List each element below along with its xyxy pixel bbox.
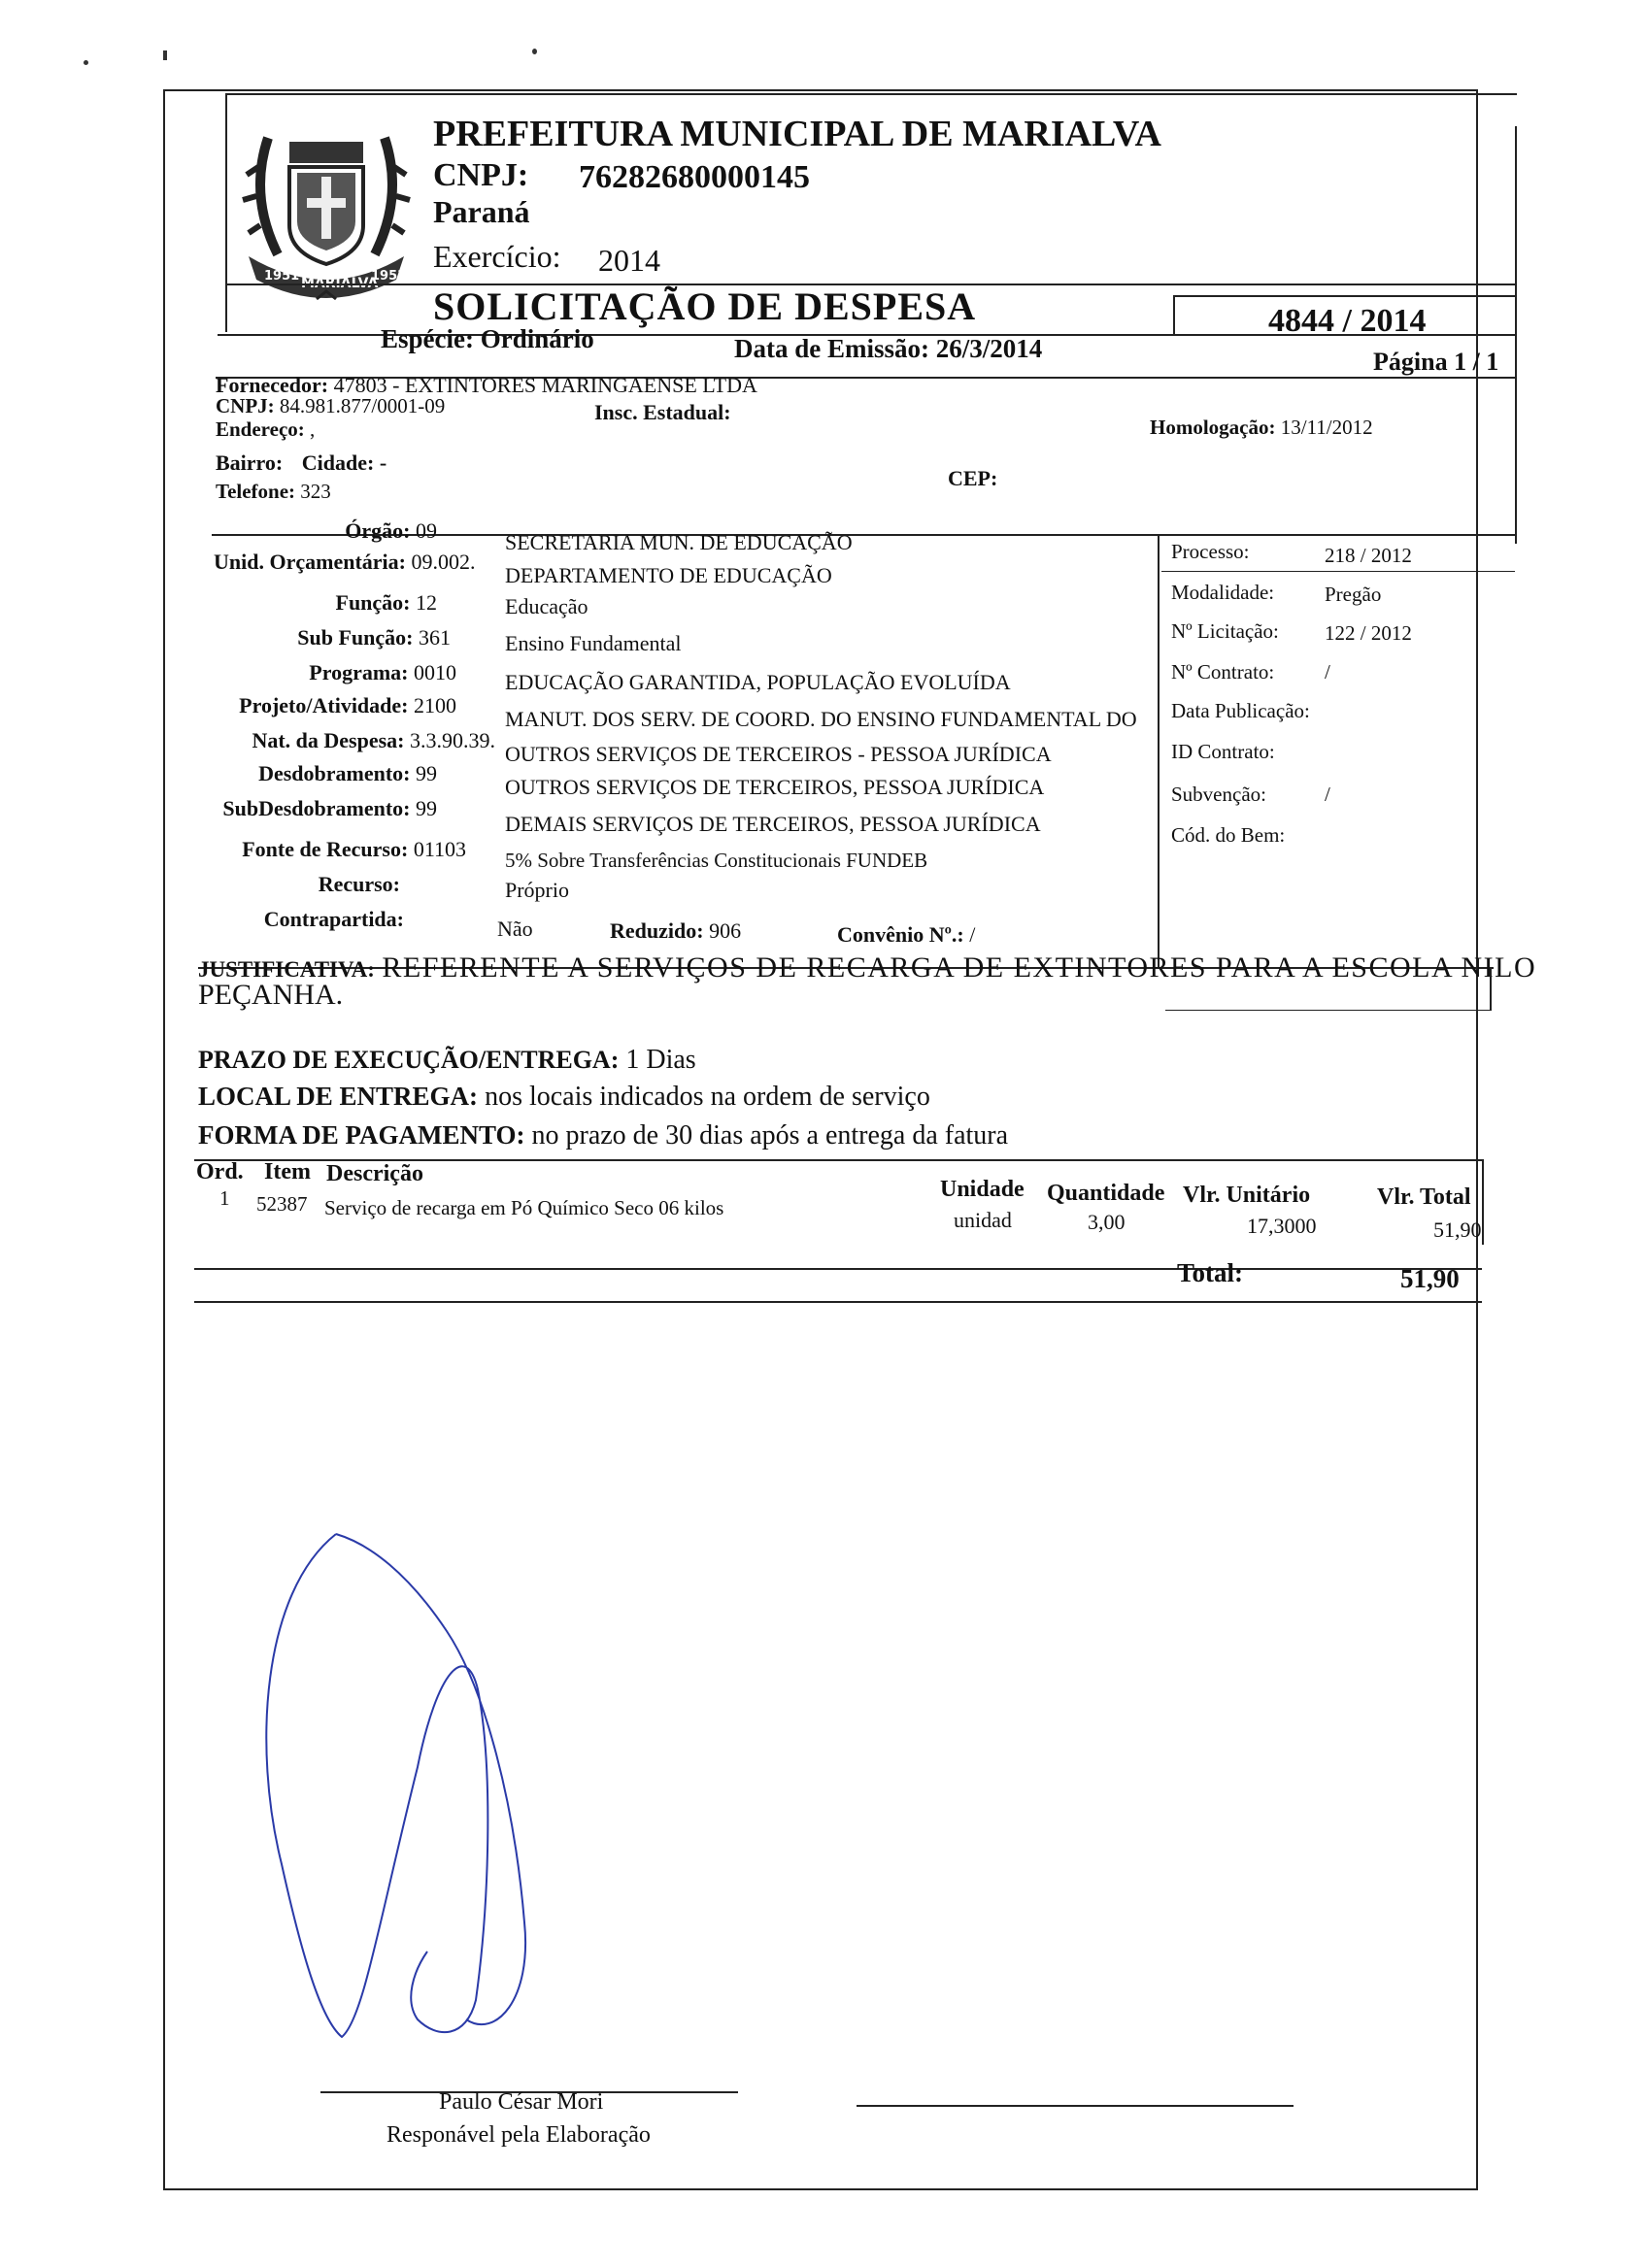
exercicio-value: 2014 [598, 243, 660, 278]
col-ord-header: Ord. [196, 1159, 244, 1184]
projeto-atividade-label: Projeto/Atividade: 2100 [239, 693, 456, 717]
homologacao-label: Homologação: [1150, 416, 1276, 439]
org-cnpj-label: CNPJ: [433, 157, 529, 193]
nat-despesa-desc: OUTROS SERVIÇOS DE TERCEIROS - PESSOA JURÍDICA [505, 742, 1052, 766]
justificativa-line2: PEÇANHA. [198, 979, 344, 1011]
homologacao-value: 13/11/2012 [1280, 416, 1373, 439]
cidade-value: - [379, 450, 387, 475]
prazo-value: 1 Dias [625, 1045, 696, 1075]
handwritten-signature [233, 1515, 641, 2058]
funcao-label: Função: 12 [335, 590, 437, 615]
endereco-row [216, 417, 315, 442]
row-quantidade: 3,00 [1088, 1210, 1126, 1234]
contrato-value: / [1325, 660, 1330, 684]
header-top-line [225, 93, 1517, 95]
justificativa-text: REFERENTE A SERVIÇOS DE RECARGA DE EXTINTORES PARA A ESCOLA NILO [382, 951, 1537, 984]
telefone-row [216, 480, 331, 504]
bairro-cidade-row [216, 450, 387, 476]
page-indicator: Página 1 / 1 [1373, 348, 1499, 376]
prazo-row [198, 1045, 696, 1076]
telefone-label: Telefone: [216, 480, 296, 503]
insc-estadual-label: Insc. Estadual: [594, 400, 731, 424]
seal-city: MARIALVA [301, 276, 379, 291]
org-name: PREFEITURA MUNICIPAL DE MARIALVA [433, 114, 1161, 154]
row-vlr-total: 51,90 [1433, 1217, 1482, 1242]
col-vlr-unitario-header: Vlr. Unitário [1183, 1183, 1311, 1208]
id-contrato-label: ID Contrato: [1171, 740, 1275, 763]
seal-year-left: 1951 [264, 269, 300, 284]
row-vlr-unitario: 17,3000 [1247, 1214, 1317, 1238]
header-right-line [1515, 126, 1517, 544]
licitacao-label: Nº Licitação: [1171, 619, 1279, 643]
licitacao-value: 122 / 2012 [1325, 621, 1412, 645]
col-quantidade-header: Quantidade [1047, 1181, 1165, 1206]
homologacao-row [1150, 416, 1373, 440]
scan-speck [84, 60, 88, 65]
contrapartida-label: Contrapartida: [263, 907, 404, 931]
orgao-desc: SECRETARIA MUN. DE EDUCAÇÃO [505, 530, 853, 554]
subdesdobramento-desc: DEMAIS SERVIÇOS DE TERCEIROS, PESSOA JURÍDICA [505, 812, 1041, 836]
local-value: nos locais indicados na ordem de serviço [485, 1082, 930, 1112]
row-descricao: Serviço de recarga em Pó Químico Seco 06 kilos [324, 1196, 724, 1219]
programa-label: Programa: 0010 [309, 660, 456, 684]
desdobramento-desc: OUTROS SERVIÇOS DE TERCEIROS, PESSOA JURÍDICA [505, 775, 1045, 799]
justificativa-label: JUSTIFICATIVA: [198, 957, 375, 982]
row-unidade: unidad [954, 1208, 1012, 1232]
scan-speck [532, 49, 537, 54]
subvencao-value: / [1325, 783, 1330, 806]
row-item: 52387 [256, 1192, 308, 1216]
subfuncao-desc: Ensino Fundamental [505, 631, 682, 655]
scan-speck [163, 50, 167, 60]
especie: Espécie: Ordinário [381, 324, 594, 353]
fornecedor-label: Fornecedor: [216, 373, 329, 397]
cidade-label: Cidade: [301, 450, 375, 475]
org-cnpj-value: 76282680000145 [579, 159, 810, 195]
fornecedor-value: 47803 - EXTINTORES MARINGAENSE LTDA [333, 373, 757, 397]
supplier-cnpj-row [216, 394, 445, 418]
local-label: LOCAL DE ENTREGA: [198, 1082, 479, 1111]
justificativa-line1 [198, 951, 1536, 984]
items-bottom-line [194, 1268, 1482, 1270]
reduzido-row [610, 918, 741, 944]
forma-label: FORMA DE PAGAMENTO: [198, 1120, 525, 1150]
desdobramento-label: Desdobramento: 99 [258, 761, 437, 785]
seal-year-right: 1953 [371, 269, 407, 284]
title-right-box-top [1173, 295, 1515, 297]
justificativa-right-line [1490, 967, 1492, 1010]
process-box-left-line [1158, 536, 1160, 967]
total-bottom-line [194, 1301, 1482, 1303]
funcao-desc: Educação [505, 594, 588, 618]
recurso-label: Recurso: [318, 872, 400, 896]
telefone-value: 323 [300, 480, 331, 503]
convenio-label: Convênio Nº.: [837, 922, 964, 947]
data-emissao: Data de Emissão: 26/3/2014 [734, 334, 1043, 363]
recurso-desc: Próprio [505, 878, 569, 902]
unid-orcamentaria-desc: DEPARTAMENTO DE EDUCAÇÃO [505, 563, 832, 587]
prazo-label: PRAZO DE EXECUÇÃO/ENTREGA: [198, 1046, 620, 1074]
cod-bem-label: Cód. do Bem: [1171, 823, 1286, 847]
unid-orcamentaria-label: Unid. Orçamentária: 09.002. [214, 550, 476, 574]
convenio-row [837, 922, 975, 948]
doc-number-divider [1173, 295, 1175, 336]
fonte-recurso-desc: 5% Sobre Transferências Constitucionais FUNDEB [505, 849, 928, 872]
col-descricao-header: Descrição [326, 1161, 423, 1186]
col-item-header: Item [264, 1159, 311, 1184]
header-left-line [225, 93, 227, 332]
subfuncao-label: Sub Função: 361 [297, 625, 451, 650]
subdesdobramento-label: SubDesdobramento: 99 [222, 796, 437, 820]
col-unidade-header: Unidade [940, 1177, 1025, 1202]
forma-value: no prazo de 30 dias após a entrega da fatura [531, 1120, 1009, 1151]
document-number: 4844 / 2014 [1268, 303, 1427, 339]
items-right-line [1482, 1159, 1484, 1245]
forma-row [198, 1120, 1008, 1151]
signature-line-right [857, 2105, 1294, 2107]
document-title: SOLICITAÇÃO DE DESPESA [433, 284, 977, 328]
contrapartida-desc: Não [497, 917, 533, 941]
signer-role: Responável pela Elaboração [387, 2122, 651, 2148]
row-ord: 1 [219, 1186, 230, 1210]
justificativa-bottom-line [1165, 1010, 1492, 1011]
bairro-label: Bairro: [216, 450, 284, 475]
modalidade-value: Pregão [1325, 583, 1382, 606]
supplier-cnpj-value: 84.981.877/0001-09 [279, 394, 446, 417]
fonte-recurso-label: Fonte de Recurso: 01103 [242, 837, 466, 861]
total-label: Total: [1177, 1258, 1244, 1287]
nat-despesa-label: Nat. da Despesa: 3.3.90.39. [252, 728, 495, 752]
exercicio-label: Exercício: [433, 239, 561, 274]
reduzido-label: Reduzido: [610, 918, 704, 943]
org-state: Paraná [433, 194, 530, 229]
total-value: 51,90 [1400, 1264, 1460, 1293]
municipal-seal-logo [229, 109, 423, 303]
orgao-label: Órgão: 09 [345, 518, 437, 543]
processo-label: Processo: [1171, 540, 1250, 563]
processo-underline [1161, 571, 1515, 572]
signer-name: Paulo César Mori [439, 2089, 604, 2115]
data-publicacao-label: Data Publicação: [1171, 699, 1310, 722]
local-row [198, 1082, 930, 1113]
convenio-value: / [969, 922, 976, 947]
programa-desc: EDUCAÇÃO GARANTIDA, POPULAÇÃO EVOLUÍDA [505, 670, 1011, 694]
cep-label: CEP: [948, 466, 998, 490]
endereco-value: , [310, 417, 316, 441]
reduzido-value: 906 [709, 918, 742, 943]
subvencao-label: Subvenção: [1171, 783, 1266, 806]
col-vlr-total-header: Vlr. Total [1377, 1184, 1471, 1210]
endereco-label: Endereço: [216, 417, 305, 441]
processo-value: 218 / 2012 [1325, 544, 1412, 567]
contrato-label: Nº Contrato: [1171, 660, 1275, 684]
projeto-atividade-desc: MANUT. DOS SERV. DE COORD. DO ENSINO FUNDAMENTAL DO [505, 707, 1137, 731]
modalidade-label: Modalidade: [1171, 581, 1275, 604]
supplier-cnpj-label: CNPJ: [216, 394, 275, 417]
